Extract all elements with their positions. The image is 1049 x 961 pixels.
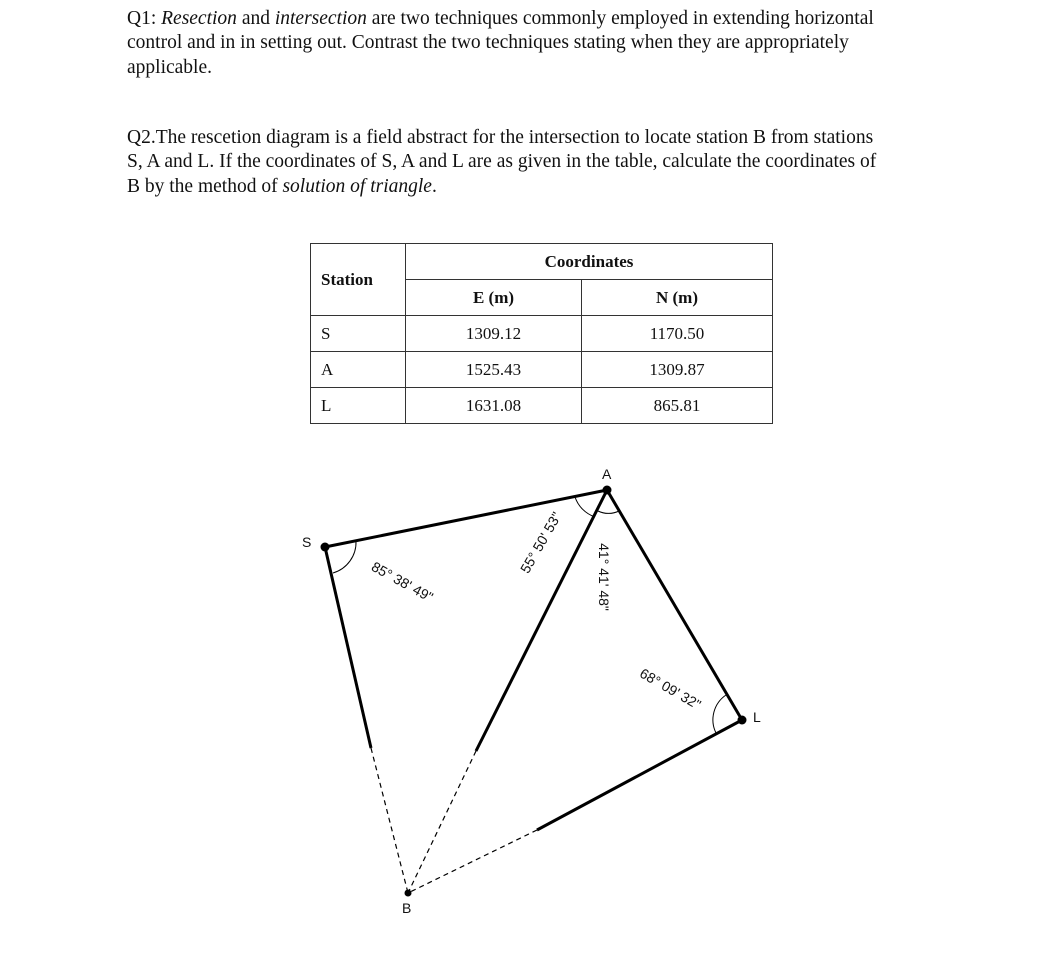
angle-a-left: 55° 50' 53" — [516, 509, 565, 576]
q1-line-2: control and in in setting out. Contrast the two techniques stating when they are appropriately — [127, 32, 849, 54]
q1-line-1: Q1: Resection and intersection are two techniques commonly employed in extending horizontal — [127, 8, 874, 29]
line-s-a — [325, 490, 607, 547]
coordinates-header: Coordinates — [406, 244, 773, 280]
angle-arc-a-left — [575, 497, 595, 517]
angle-arc-l — [713, 695, 726, 733]
station-a-point — [603, 486, 612, 495]
northing-cell: 865.81 — [582, 388, 773, 424]
station-cell: A — [311, 352, 406, 388]
label-a: A — [602, 466, 612, 482]
line-a-b-dashed — [408, 751, 476, 893]
q2-line-1: Q2.The rescetion diagram is a field abstract for the intersection to locate station B from stations — [127, 127, 874, 148]
n-header: N (m) — [582, 280, 773, 316]
northing-cell: 1170.50 — [582, 316, 773, 352]
station-s-point — [321, 543, 330, 552]
station-l-point — [738, 716, 747, 725]
q2-line-3: B by the method of solution of triangle. — [127, 175, 437, 197]
q2-line-2: S, A and L. If the coordinates of S, A and L are as given in the table, calculate the coordinates of — [127, 151, 877, 173]
angle-s: 85° 38' 49" — [368, 558, 436, 606]
e-header: E (m) — [406, 280, 582, 316]
angle-arc-a-right — [598, 511, 619, 513]
easting-cell: 1309.12 — [406, 316, 582, 352]
station-cell: S — [311, 316, 406, 352]
easting-cell: 1525.43 — [406, 352, 582, 388]
line-l-b-dashed — [408, 830, 537, 893]
q1-line-3: applicable. — [127, 56, 212, 78]
station-header: Station — [311, 244, 406, 316]
angle-l: 68° 09' 32" — [637, 664, 704, 713]
station-cell: L — [311, 388, 406, 424]
line-s-b-dashed — [371, 748, 408, 893]
label-b: B — [402, 900, 412, 916]
northing-cell: 1309.87 — [582, 352, 773, 388]
station-b-point — [405, 890, 412, 897]
line-l-b-solid — [537, 720, 742, 830]
label-l: L — [753, 709, 761, 725]
label-s: S — [302, 534, 312, 550]
easting-cell: 1631.08 — [406, 388, 582, 424]
angle-a-right: 41° 41' 48" — [596, 543, 612, 611]
line-s-b-solid — [325, 547, 371, 748]
